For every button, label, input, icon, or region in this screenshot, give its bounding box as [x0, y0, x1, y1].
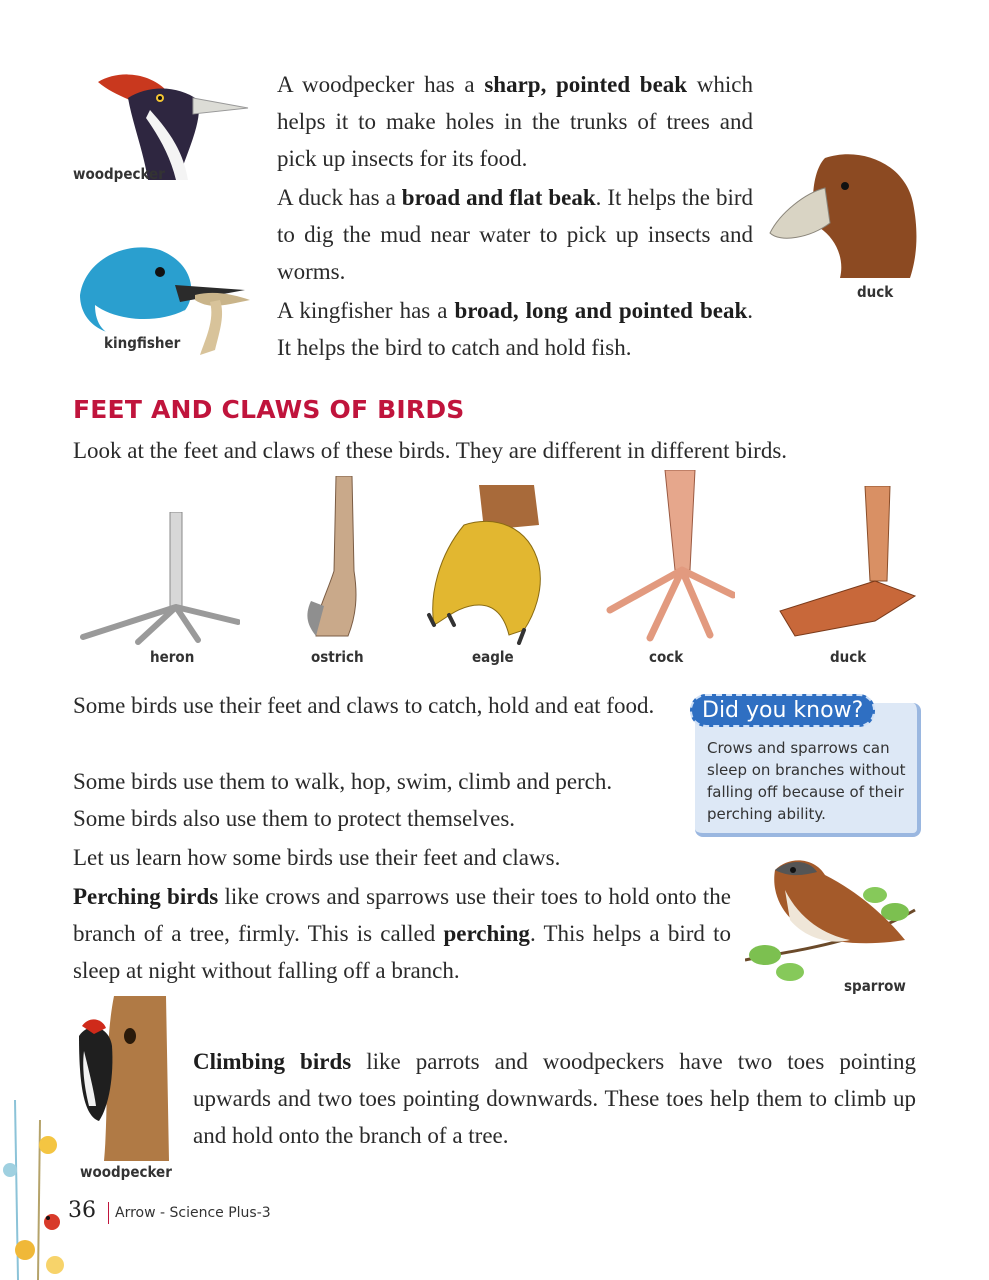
footer-divider	[108, 1202, 109, 1224]
heron-foot-label: heron	[150, 648, 195, 666]
eagle-foot-label: eagle	[472, 648, 514, 666]
perching-paragraph: Perching birds like crows and sparrows use their toes to hold onto the branch of a tree, firmly. This is called perching. This helps a bird to sleep at night without falling off a branch.	[73, 884, 731, 983]
sparrow-label: sparrow	[844, 977, 906, 995]
did-you-know-title: Did you know?	[690, 694, 875, 727]
floral-decoration	[0, 1100, 70, 1280]
feet-intro-text: Look at the feet and claws of these birds. They are different in different birds.	[73, 438, 788, 463]
climbing-woodpecker-label: woodpecker	[80, 1163, 172, 1181]
heron-foot-illustration	[78, 512, 240, 647]
climbing-woodpecker-illustration	[74, 996, 169, 1161]
uses-line-3: Some birds also use them to protect themselves.	[73, 806, 516, 831]
ostrich-foot-label: ostrich	[311, 648, 364, 666]
feet-section-heading: FEET AND CLAWS OF BIRDS	[73, 395, 465, 424]
woodpecker-label: woodpecker	[73, 165, 165, 183]
duck-beak-label: duck	[857, 283, 894, 301]
duck-foot-illustration	[775, 486, 920, 644]
cock-foot-illustration	[605, 470, 735, 645]
ostrich-foot-illustration	[296, 476, 376, 641]
did-you-know-text: Crows and sparrows can sleep on branches without falling off because of their perching ability.	[707, 739, 906, 823]
duck-foot-label: duck	[830, 648, 867, 666]
duck-beak-paragraph: A duck has a broad and flat beak. It helps the bird to dig the mud near water to pick up insects and worms.	[277, 185, 753, 284]
page-number: 36	[68, 1198, 96, 1223]
duck-head-illustration	[765, 148, 920, 283]
eagle-foot-illustration	[424, 485, 554, 645]
woodpecker-beak-paragraph: A woodpecker has a sharp, pointed beak which helps it to make holes in the trunks of trees and pick up insects for its food.	[277, 72, 753, 171]
sparrow-illustration	[745, 850, 920, 985]
uses-line-1: Some birds use their feet and claws to catch, hold and eat food.	[73, 693, 655, 718]
uses-line-4: Let us learn how some birds use their feet and claws.	[73, 845, 561, 870]
kingfisher-beak-paragraph: A kingfisher has a broad, long and pointed beak. It helps the bird to catch and hold fish.	[277, 298, 753, 360]
cock-foot-label: cock	[649, 648, 684, 666]
climbing-paragraph: Climbing birds like parrots and woodpeckers have two toes pointing upwards and two toes pointing downwards. These toes help them to climb up and hold onto the branch of a tree.	[193, 1049, 917, 1148]
uses-line-2: Some birds use them to walk, hop, swim, climb and perch.	[73, 769, 613, 794]
kingfisher-label: kingfisher	[104, 334, 181, 352]
footer-book-title: Arrow - Science Plus-3	[115, 1205, 271, 1221]
